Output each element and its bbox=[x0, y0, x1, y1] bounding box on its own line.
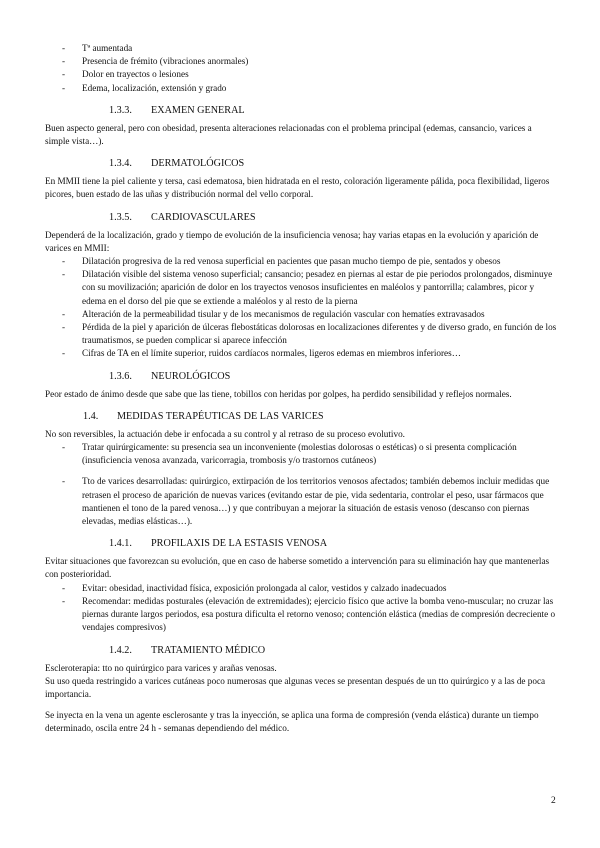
section-heading-profilaxis bbox=[45, 537, 557, 551]
list-item: - Tª aumentada bbox=[45, 42, 557, 55]
section-number: 1.4.2. bbox=[109, 644, 132, 656]
section-title: PROFILAXIS DE LA ESTASIS VENOSA bbox=[151, 538, 328, 550]
list-item: - Tratar quirúrgicamente: su presencia sea un inconveniente (molestias dolorosas o estéticas) o si presenta complicación (insuficiencia venosa avanzada, varicorragia, trombosis y/o trastornos cutáneos) bbox=[45, 441, 557, 467]
paragraph-tratamiento-2: Su uso queda restringido a varices cutáneas poco numerosas que algunas veces se presentan después de un tto quirúrgico y a las de poca importancia. bbox=[45, 675, 546, 699]
section-number: 1.3.6. bbox=[109, 370, 132, 382]
section-heading-medidas bbox=[45, 410, 557, 424]
list-item: - Cifras de TA en el límite superior, ruidos cardíacos normales, ligeros edemas en miembros inferiores… bbox=[45, 347, 557, 360]
section-title: CARDIOVASCULARES bbox=[151, 211, 256, 223]
section-number: 1.3.3. bbox=[109, 104, 132, 116]
paragraph-medidas-intro: No son reversibles, la actuación debe ir enfocada a su control y al retraso de su proceso evolutivo. bbox=[45, 428, 405, 439]
paragraph-cardio-intro: Dependerá de la localización, grado y tiempo de evolución de la insuficiencia venosa; hay varias etapas en la evolución y aparición de varices en MMII: bbox=[45, 229, 539, 253]
section-title: MEDIDAS TERAPÉUTICAS DE LAS VARICES bbox=[117, 410, 324, 422]
paragraph-examen: Buen aspecto general, pero con obesidad, presenta alteraciones relacionadas con el problema principal (edemas, cansancio, varices a simple vista…). bbox=[45, 122, 532, 147]
section-heading-cardio bbox=[45, 211, 557, 225]
section-heading-tratamiento bbox=[45, 644, 557, 658]
paragraph-profilaxis-intro: Evitar situaciones que favorezcan su evolución, que en caso de haberse sometido a intervención para su eliminación hay que mantenerlas con posterioridad. bbox=[45, 556, 550, 580]
section-title: TRATAMIENTO MÉDICO bbox=[151, 644, 266, 656]
symptom-list bbox=[45, 42, 557, 95]
medidas-list-2 bbox=[45, 475, 557, 528]
list-item: - Evitar: obesidad, inactividad física, exposición prolongada al calor, vestidos y calzado inadecuados bbox=[45, 582, 557, 595]
section-number: 1.4.1. bbox=[109, 538, 132, 550]
list-item: - Pérdida de la piel y aparición de úlceras flebostáticas dolorosas en localizaciones diferentes y de diverso grado, en función de los traumatismos, se pueden complicar si aparece infección bbox=[45, 321, 557, 347]
section-number: 1.4. bbox=[83, 410, 99, 422]
section-number: 1.3.4. bbox=[109, 158, 132, 170]
section-heading-examen bbox=[45, 104, 557, 118]
section-number: 1.3.5. bbox=[109, 211, 132, 223]
section-heading-neuro bbox=[45, 370, 557, 384]
list-item: - Recomendar: medidas posturales (elevación de extremidades); ejercicio físico que active la bomba veno-muscular; no cruzar las piernas durante largos periodos, esa postura dificulta el retorno venoso; contención elástica (medias de compresión decreciente o vendajes compresivos) bbox=[45, 595, 557, 635]
cardio-list bbox=[45, 255, 557, 361]
section-heading-derma bbox=[45, 157, 557, 171]
section-title: EXAMEN GENERAL bbox=[151, 104, 245, 116]
paragraph-neuro: Peor estado de ánimo desde que sabe que las tiene, tobillos con heridas por golpes, ha perdido sensibilidad y reflejos normales. bbox=[45, 388, 512, 399]
list-item: - Tto de varices desarrolladas: quirúrgico, extirpación de los territorios venosos afectados; también debemos incluir medidas que retrasen el proceso de aparición de nuevas varices (evitando estar de pie, vida sedentaria, controlar el peso, usar fármacos que mantienen el tono de la pared venosa…) y que contribuyan a mejorar la situación de estasis venoso (descanso con piernas elevadas, medias elásticas…). bbox=[45, 475, 557, 528]
list-item: - Presencia de frémito (vibraciones anormales) bbox=[45, 55, 557, 68]
profilaxis-list bbox=[45, 582, 557, 635]
list-item: - Edema, localización, extensión y grado bbox=[45, 82, 557, 95]
section-title: DERMATOLÓGICOS bbox=[151, 158, 245, 170]
list-item: - Dilatación visible del sistema venoso superficial; cansancio; pesadez en piernas al estar de pie periodos prolongados, disminuye con su movilización; aparición de dolor en los trayectos venosos insuficientes en maléolos y pantorrilla; calambres, picor y edema en el dorso del pie que se extiende a maléolos y al resto de la pierna bbox=[45, 268, 557, 308]
paragraph-tratamiento-1: Escleroterapia: tto no quirúrgico para varices y arañas venosas. bbox=[45, 662, 277, 673]
list-item: - Dolor en trayectos o lesiones bbox=[45, 68, 557, 81]
list-item: - Dilatación progresiva de la red venosa superficial en pacientes que pasan mucho tiempo de pie, sentados y obesos bbox=[45, 255, 557, 268]
medidas-list bbox=[45, 441, 557, 467]
paragraph-derma: En MMII tiene la piel caliente y tersa, casi edematosa, bien hidratada en el resto, coloración ligeramente pálida, poca flexibilidad, ligeros picores, buen estado de las uñas y distribución normal del vello corporal. bbox=[45, 176, 550, 200]
page-number: 2 bbox=[551, 796, 556, 806]
section-title: NEUROLÓGICOS bbox=[151, 370, 231, 382]
paragraph-tratamiento-3: Se inyecta en la vena un agente esclerosante y tras la inyección, se aplica una forma de compresión (venda elástica) durante un tiempo determinado, oscila entre 24 h - semanas dependiendo del médico. bbox=[45, 710, 539, 734]
list-item: - Alteración de la permeabilidad tisular y de los mecanismos de regulación vascular con hematíes extravasados bbox=[45, 308, 557, 321]
document-body bbox=[45, 42, 557, 736]
